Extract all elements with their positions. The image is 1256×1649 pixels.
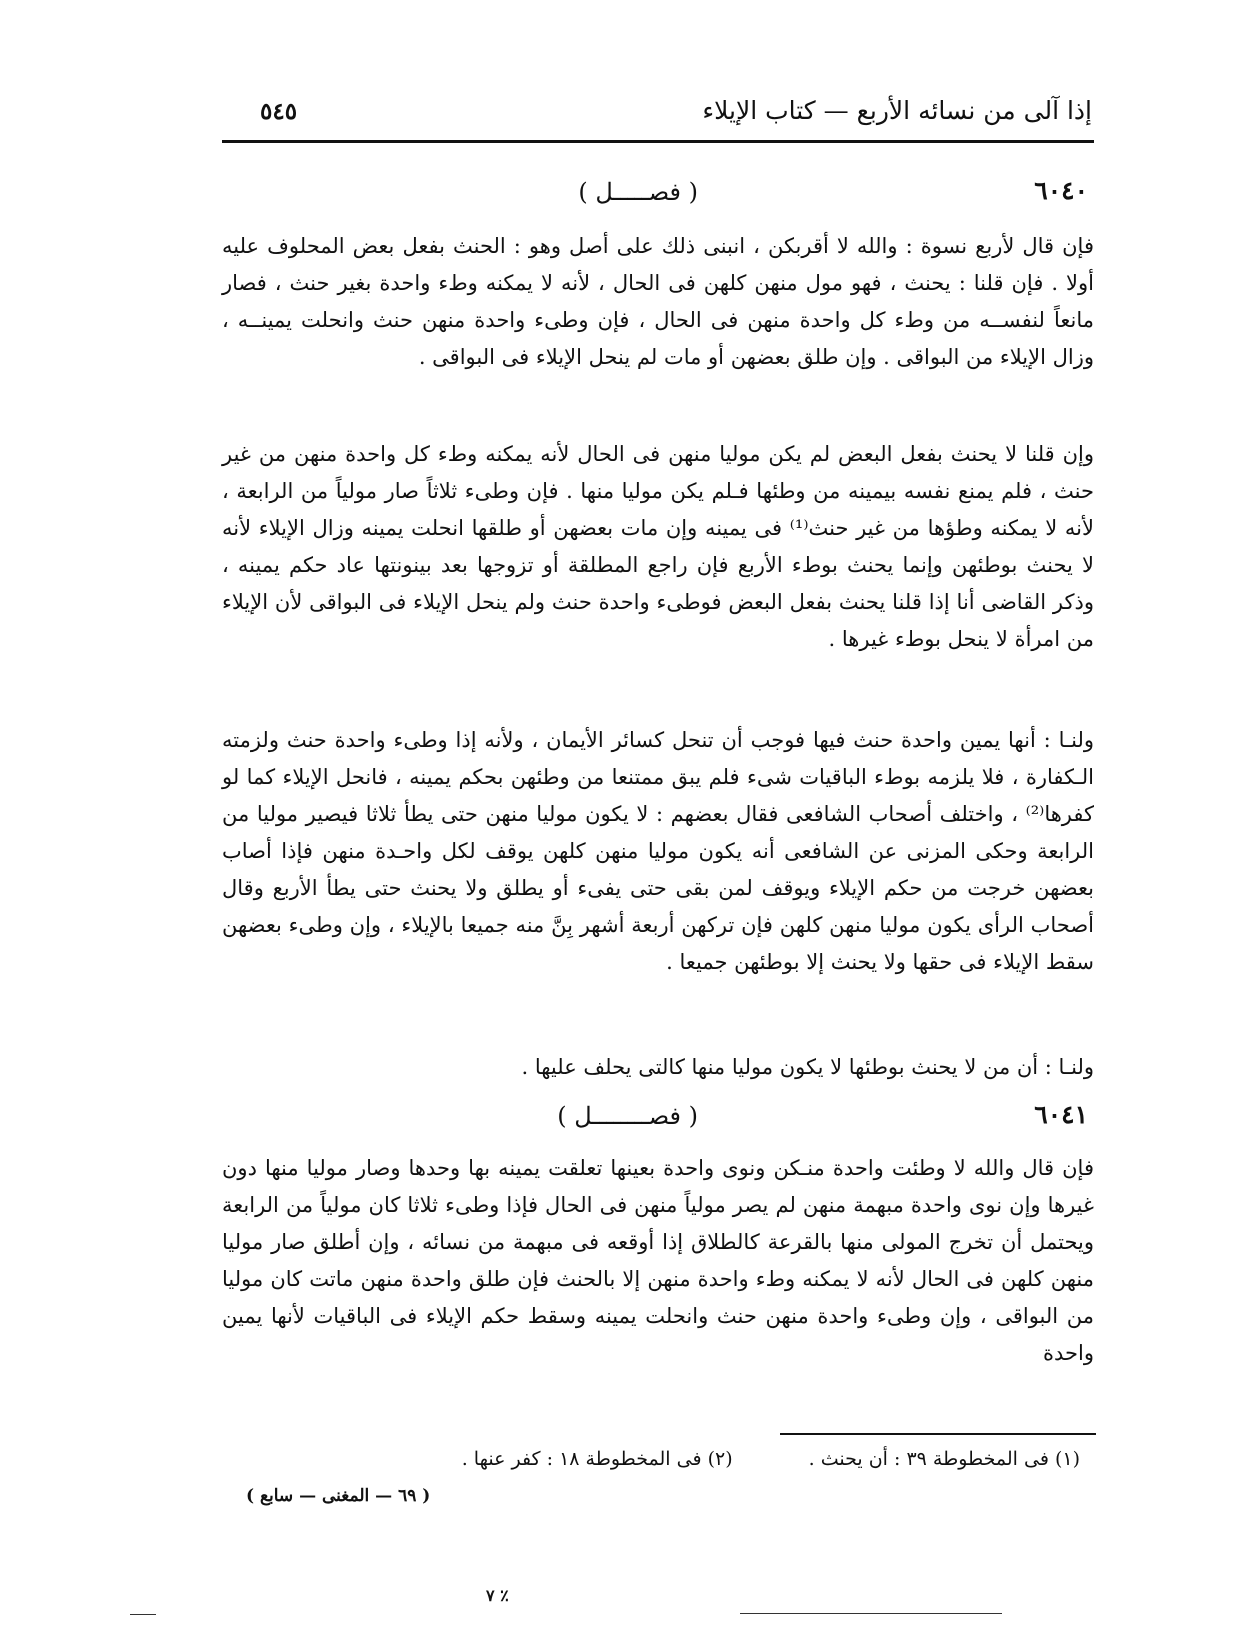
paragraph: فإن قال لأربع نسوة : والله لا أقربكن ، انبنى ذلك على أصل وهو : الحنث بفعل بعض المحلوف عليه أولا . فإن قلنا : يحنث ، فهو مول منهن كلهن فى الحال ، لأنه لا يمكنه وطء واحدة بغير حنث ، فصار مانعاً لنفســه من وطء كل واحدة منهن فى الحال ، فإن وطىء واحدة منهن حنث وانحلت يمينــه ، وزال الإيلاء من البواقى . وإن طلق بعضهن أو مات لم ينحل الإيلاء فى البواقى . bbox=[222, 234, 1094, 369]
paragraph: ولنـا : أنها يمين واحدة حنث فيها فوجب أن تنحل كسائر الأيمان ، ولأنه إذا وطىء واحدة حنث ولزمته الـكفارة ، فلا يلزمه بوطء الباقيات شىء فلم يبق ممتنعا من وطئهن بحكم يمينه ، فانحل الإيلاء كما لو كفرها⁽²⁾ ، واختلف أصحاب الشافعى فقال بعضهم : لا يكون موليا منهن حتى يطأ ثلاثا فيصير موليا من الرابعة وحكى المزنى عن الشافعى أنه يكون موليا منهن كلهن يوقف لكل واحـدة منهن فإذا أصاب بعضهن خرجت من حكم الإيلاء ويوقف لمن بقى حتى يفىء أو يطلق ولا يحنث حتى يطأ الأربع وقال أصحاب الرأى يكون موليا منهن كلهن فإن تركهن أربعة أشهر بِنَّ منه جميعا بالإيلاء ، وإن وطىء بعضهن سقط الإيلاء فى حقها ولا يحنث إلا بوطئهن جميعا . bbox=[222, 728, 1094, 974]
section-number: ٦٠٤٠ bbox=[1034, 176, 1088, 205]
paragraph: فإن قال والله لا وطئت واحدة منـكن ونوى واحدة بعينها تعلقت يمينه بها وحدها وصار موليا منها دون غيرها وإن نوى واحدة مبهمة منهن لم يصر مولياً منهن فى الحال فإذا وطىء ثلاثا كان مولياً من الرابعة ويحتمل أن تخرج المولى منها بالقرعة كالطلاق إذا أوقعه فى مبهمة من نسائه ، وإن أطلق صار موليا منهن كلهن فى الحال لأنه لا يمكنه وطء واحدة منهن إلا بالحنث فإن طلق واحدة منهن ماتت كان موليا من البواقى ، وإن وطىء واحدة منهن حنث وانحلت يمينه وسقط حكم الإيلاء فى الباقيات لأنها يمين واحدة bbox=[222, 1156, 1094, 1365]
section-title: ( فصــــــــل ) bbox=[557, 1102, 698, 1130]
printer-signature: ( ٦٩ — المغنى — سابع ) bbox=[246, 1486, 431, 1506]
section-heading bbox=[248, 1100, 1088, 1140]
footnote-2: (٢) فى المخطوطة ١٨ : كفر عنها . bbox=[461, 1448, 733, 1470]
bottom-rule bbox=[740, 1613, 1002, 1614]
section-title: ( فصـــــل ) bbox=[578, 178, 698, 206]
footnote-1: (١) فى المخطوطة ٣٩ : أن يحنث . bbox=[808, 1448, 1080, 1470]
page-header bbox=[222, 90, 1092, 140]
bottom-dash bbox=[130, 1614, 156, 1615]
paragraph: ولنـا : أن من لا يحنث بوطئها لا يكون موليا منها كالتى يحلف عليها . bbox=[521, 1055, 1094, 1079]
bottom-mark: ٧ ٪ bbox=[486, 1586, 509, 1605]
section-number: ٦٠٤١ bbox=[1034, 1100, 1088, 1129]
page-number: ٥٤٥ bbox=[260, 98, 298, 125]
section-heading bbox=[248, 176, 1088, 216]
footnote-divider bbox=[780, 1433, 1096, 1435]
footnotes bbox=[380, 1448, 1080, 1470]
paragraph: وإن قلنا لا يحنث بفعل البعض لم يكن موليا منهن فى الحال لأنه يمكنه وطء كل واحدة منهن من غير حنث ، فلم يمنع نفسه بيمينه من وطئها فـلم يكن موليا منها . فإن وطىء ثلاثاً صار مولياً من الرابعة ، لأنه لا يمكنه وطؤها من غير حنث⁽¹⁾ فى يمينه وإن مات بعضهن أو طلقها انحلت يمينه وزال الإيلاء لأنه لا يحنث بوطئهن وإنما يحنث بوطء الأربع فإن راجع المطلقة أو تزوجها بعد بينونتها عاد حكم يمينه ، وذكر القاضى أنا إذا قلنا يحنث بفعل البعض فوطىء واحدة حنث ولم ينحل الإيلاء فى البواقى لأن الإيلاء من امرأة لا ينحل بوطء غيرها . bbox=[222, 442, 1094, 651]
running-title: إذا آلى من نسائه الأربع — كتاب الإيلاء bbox=[702, 96, 1092, 125]
header-divider bbox=[222, 140, 1094, 143]
